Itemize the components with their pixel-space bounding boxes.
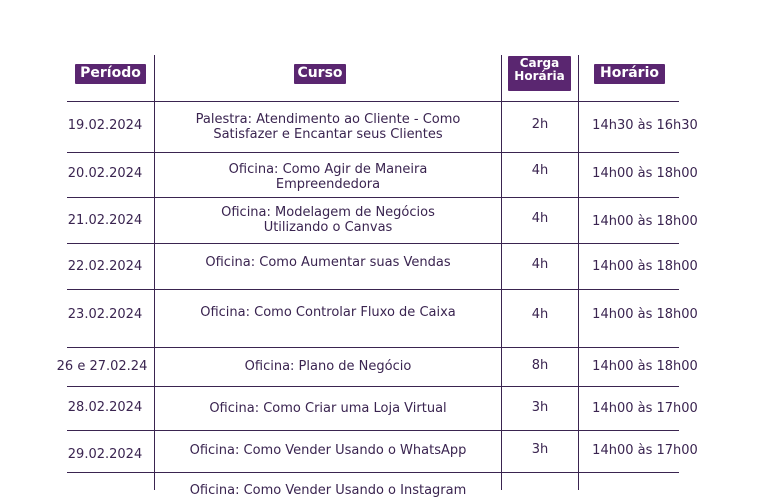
grid-hline-3 <box>67 243 679 244</box>
row-0-curso-line2: Satisfazer e Encantar seus Clientes <box>213 127 443 142</box>
grid-hline-2 <box>67 197 679 198</box>
row-4-periodo: 23.02.2024 <box>67 307 143 322</box>
row-1-curso-line1: Oficina: Como Agir de Maneira <box>228 162 428 177</box>
grid-hline-8 <box>67 472 679 473</box>
row-6-periodo: 28.02.2024 <box>67 400 143 415</box>
row-4-horario: 14h00 às 18h00 <box>592 307 698 322</box>
row-7-carga: 3h <box>531 442 549 457</box>
row-3-horario: 14h00 às 18h00 <box>592 259 698 274</box>
header-carga-line1: Carga <box>519 56 560 70</box>
row-5-periodo: 26 e 27.02.24 <box>56 359 148 374</box>
row-2-curso <box>158 205 498 235</box>
row-5-curso: Oficina: Plano de Negócio <box>244 359 412 374</box>
row-0-horario: 14h30 às 16h30 <box>592 118 698 133</box>
row-7-periodo: 29.02.2024 <box>67 447 143 462</box>
header-curso: Curso <box>294 64 346 84</box>
row-4-carga: 4h <box>531 307 549 322</box>
grid-vline-3 <box>578 55 579 490</box>
header-carga-line2: Horária <box>514 69 565 83</box>
row-7-curso: Oficina: Como Vender Usando o WhatsApp <box>189 443 467 458</box>
row-1-periodo: 20.02.2024 <box>67 166 143 181</box>
row-2-curso-line2: Utilizando o Canvas <box>263 220 393 235</box>
row-0-curso-line1: Palestra: Atendimento ao Cliente - Como <box>195 112 461 127</box>
row-1-carga: 4h <box>531 163 549 178</box>
header-horario: Horário <box>594 64 665 84</box>
grid-hline-1 <box>67 152 679 153</box>
row-1-curso-line2: Empreendedora <box>275 177 381 192</box>
row-8-curso: Oficina: Como Vender Usando o Instagram <box>189 483 467 498</box>
row-3-periodo: 22.02.2024 <box>67 259 143 274</box>
row-2-periodo: 21.02.2024 <box>67 213 143 228</box>
row-5-horario: 14h00 às 18h00 <box>592 359 698 374</box>
row-5-carga: 8h <box>531 358 549 373</box>
header-periodo: Período <box>75 64 146 84</box>
row-2-horario: 14h00 às 18h00 <box>592 214 698 229</box>
row-0-periodo: 19.02.2024 <box>67 118 143 133</box>
grid-hline-0 <box>67 101 679 102</box>
row-6-carga: 3h <box>531 400 549 415</box>
grid-hline-7 <box>67 430 679 431</box>
row-2-curso-line1: Oficina: Modelagem de Negócios <box>221 205 435 220</box>
row-0-carga: 2h <box>531 117 549 132</box>
row-6-horario: 14h00 às 17h00 <box>592 401 698 416</box>
grid-hline-5 <box>67 347 679 348</box>
row-1-curso <box>158 162 498 192</box>
grid-hline-4 <box>67 289 679 290</box>
row-2-carga: 4h <box>531 211 549 226</box>
header-carga-horaria <box>508 56 571 91</box>
row-0-curso <box>158 112 498 142</box>
row-6-curso: Oficina: Como Criar uma Loja Virtual <box>209 401 447 416</box>
row-4-curso: Oficina: Como Controlar Fluxo de Caixa <box>200 305 456 320</box>
grid-hline-6 <box>67 386 679 387</box>
row-7-horario: 14h00 às 17h00 <box>592 443 698 458</box>
row-3-carga: 4h <box>531 257 549 272</box>
row-3-curso: Oficina: Como Aumentar suas Vendas <box>205 255 451 270</box>
row-1-horario: 14h00 às 18h00 <box>592 166 698 181</box>
